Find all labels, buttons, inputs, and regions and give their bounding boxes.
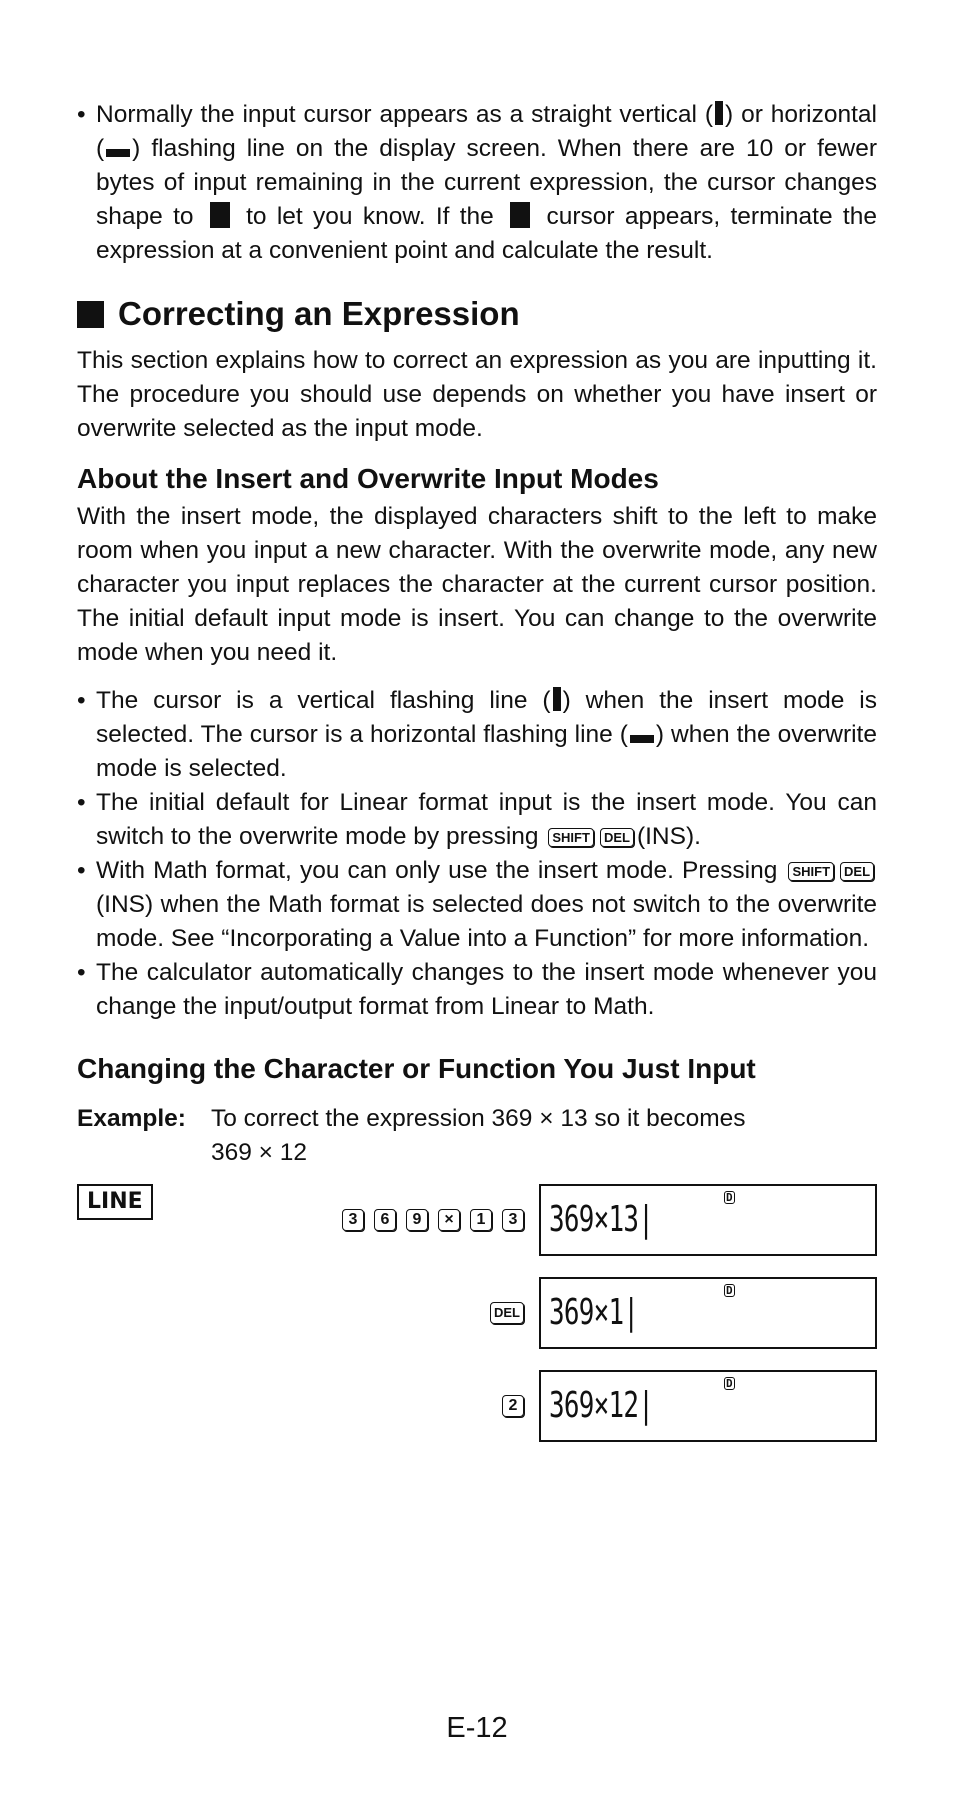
key-sequence [337, 1209, 529, 1231]
bullet-text: The cursor is a vertical flashing line ( [96, 687, 551, 714]
step-row [497, 1370, 877, 1442]
bullet-text: ) or horizontal ( [96, 101, 877, 162]
modes-bullet-auto [77, 956, 877, 1024]
step-row [337, 1184, 877, 1256]
bullet-text: With Math format, you can only use the insert mode. Pressing [96, 857, 778, 884]
calculator-display [539, 1184, 877, 1256]
example-text-line: 369 × 12 [211, 1139, 308, 1166]
example-text [211, 1102, 877, 1170]
key-2-icon: 2 [502, 1395, 524, 1417]
section-title [77, 294, 877, 334]
page-number: E-12 [446, 1712, 508, 1744]
intro-bullet [77, 98, 877, 268]
bullet-text: ) flashing line on the display screen. When there are 10 or fewer bytes of input remaining in the current expression, the cursor changes shape to [96, 135, 877, 230]
line-mode-tag: LINE [77, 1184, 153, 1220]
bullet-text: cursor appears, terminate the expression at a convenient point and calculate the result. [96, 203, 877, 264]
multiply-key-icon: × [438, 1209, 460, 1231]
section-title-text: Correcting an Expression [118, 295, 520, 332]
degree-indicator: D [726, 1284, 733, 1297]
key-3-icon: 3 [502, 1209, 524, 1231]
changing-heading: Changing the Character or Function You Just Input [77, 1053, 756, 1084]
step-row [485, 1277, 877, 1349]
calculator-steps [77, 1180, 877, 1450]
key-sequence [497, 1395, 529, 1417]
shift-key-icon: SHIFT [788, 862, 834, 881]
key-1-icon: 1 [470, 1209, 492, 1231]
modes-paragraph: With the insert mode, the displayed characters shift to the left to make room when you input a new character. With the overwrite mode, any new character you input replaces the character at the current cursor position. The initial default input mode is insert. You can change to the overwrite mode when you need it. [77, 503, 877, 666]
display-expression: 369×1| [549, 1292, 639, 1333]
example-text-line: To correct the expression 369 × 13 so it becomes [211, 1105, 746, 1132]
calculator-display [539, 1370, 877, 1442]
key-6-icon: 6 [374, 1209, 396, 1231]
del-key-icon: DEL [490, 1302, 524, 1324]
square-bullet-icon [77, 301, 104, 328]
key-9-icon: 9 [406, 1209, 428, 1231]
section-intro: This section explains how to correct an expression as you are inputting it. The procedure you should use depends on whether you have insert or overwrite selected as the input mode. [77, 347, 877, 442]
degree-indicator: D [726, 1377, 733, 1390]
example-label: Example: [77, 1105, 186, 1132]
display-expression: 369×13| [549, 1199, 654, 1240]
modes-heading: About the Insert and Overwrite Input Modes [77, 463, 659, 494]
page-content [77, 98, 877, 1450]
vertical-cursor-icon [553, 687, 561, 711]
bullet-text: to let you know. If the [246, 203, 494, 230]
degree-indicator: D [726, 1191, 733, 1204]
horizontal-cursor-icon [630, 735, 654, 743]
bullet-text: (INS) when the Math format is selected does not switch to the overwrite mode. See “Incorporating a Value into a Function” for more information. [96, 891, 877, 952]
horizontal-cursor-icon [106, 149, 130, 157]
example-block [77, 1102, 877, 1170]
bullet-text: ) when the insert mode is selected. The cursor is a horizontal flashing line ( [96, 687, 877, 748]
vertical-cursor-icon [715, 101, 723, 125]
key-sequence [485, 1302, 529, 1324]
del-key-icon: DEL [840, 862, 874, 881]
bullet-text: ) when the overwrite mode is selected. [96, 721, 877, 782]
bullet-text: (INS). [636, 823, 701, 850]
bullet-text: The initial default for Linear format input is the insert mode. You can switch to the overwrite mode by pressing [96, 789, 877, 850]
key-3-icon: 3 [342, 1209, 364, 1231]
calculator-display [539, 1277, 877, 1349]
bullet-text: Normally the input cursor appears as a straight vertical ( [96, 101, 714, 128]
display-expression: 369×12| [549, 1385, 654, 1426]
modes-bullet-cursor [77, 684, 877, 786]
block-cursor-icon [510, 202, 530, 228]
bullet-text: The calculator automatically changes to the insert mode whenever you change the input/output format from Linear to Math. [96, 959, 877, 1020]
del-key-icon: DEL [600, 828, 634, 847]
modes-bullet-linear [77, 786, 877, 854]
shift-key-icon: SHIFT [548, 828, 594, 847]
block-cursor-icon [210, 202, 230, 228]
modes-bullet-math [77, 854, 877, 956]
